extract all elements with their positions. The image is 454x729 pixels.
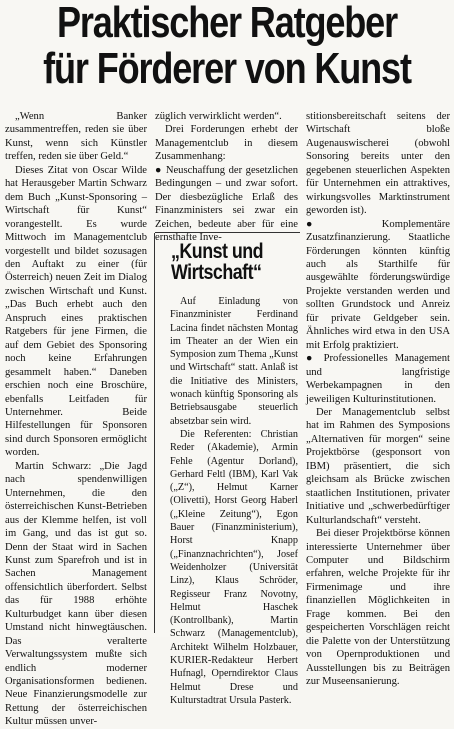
paragraph: ● Komplementäre Zusatzfinanzierung. Staatliche Förderungen könnten künftig auch als Starthilfe für ausgewählte förderungswürdige Projekte verstanden werden und sollten Grundstock und Anreiz für private Geldgeber sein. Ähnliches wird etwa in den USA mit Erfolg praktiziert. (306, 218, 450, 351)
paragraph: Drei Forderungen erhebt der Managementclub in diesem Zusammenhang: (155, 124, 298, 163)
paragraph: Auf Einladung von Finanzminister Ferdinand Lacina findet nächsten Montag im Theater an der Wien ein Symposion zum Thema „Kunst und Wirtschaft“ statt. Anlaß ist die Initiative des Ministers, wonach künftig Sponsoring als Betriebsausgabe steuerlich absetzbar sein wird. (170, 296, 298, 427)
paragraph: stitionsbereitschaft seitens der Wirtschaft bloße Augenauswischerei (obwohl Sonsoring bereits unter den gegebenen steuerlichen Aspekten für Unternehmen ein attraktives, wirkungsvolles Marktinstrument geworden ist). (306, 111, 450, 217)
headline-line-1: Praktischer Ratgeber (56, 0, 398, 47)
paragraph: „Wenn Banker zusammentreffen, reden sie über Kunst, wenn sich Künstler treffen, reden sie über Geld.“ (5, 111, 147, 163)
paragraph: ● Neuschaffung der gesetzlichen Bedingungen – und zwar sofort. Der diesbezügliche Erlaß des Finanzministers sei zwar ein Zeichen, bedeute aber für eine ernsthafte Inve- (155, 164, 298, 244)
paragraph: ● Professionelles Management und langfristige Werbekampagnen in den jeweiligen Kulturinstitutionen. (306, 353, 450, 405)
article-column-2 (155, 110, 298, 245)
box-body (170, 295, 298, 707)
sidebar-box (154, 233, 300, 706)
paragraph: Die Referenten: Christian Reder (Akademie), Armin Fehle (Agentur Dorland), Gerhard Feltl (IBM), Karl Vak („Z“), Helmut Karner (Olivetti), Horst Georg Haberl („Kleine Zeitung“), Egon Bauer (Finanzministerium), Horst Knapp („Finanznachrichten“), Josef Weidenholzer (Universität Linz), Klaus Schröder, Regisseur Franz Novotny, Helmut Haschek (Kontrollbank), Martin Schwarz (Managementclub), Architekt Wilhelm Holzbauer, KURIER-Redakteur Herbert Hufnagl, Operndirektor Claus Helmut Drese und Kulturstadtrat Ursula Pasterk. (170, 428, 298, 706)
headline (41, 0, 413, 92)
paragraph: züglich verwirklicht werden“. (155, 111, 282, 122)
paragraph: Dieses Zitat von Oscar Wilde hat Herausgeber Martin Schwarz dem Buch „Kunst-Sponsoring – Wirtschaft für Kunst“ vorangestellt. Es wurde Mittwoch im Managementclub vorgestellt und bildet sozusagen den Auftakt zu einer (für Österreich) neuen Zeit im Dialog zwischen Wirtschaft und Kunst. „Das Buch erhebt auch den Anspruch eines praktischen Ratgebers für jene Firmen, die auf dem Gebiet des Sponsoring noch keine Erfahrungen gesammelt haben.“ Daneben erschien noch eine Broschüre, ebenfalls Leitfaden für Unternehmer. Beide Hilfestellungen für Sponsoren sind durch Sponsoren ermöglicht worden. (5, 164, 147, 459)
article-column-1 (5, 110, 147, 729)
box-title: „Kunst und Wirtschaft“ (171, 240, 264, 284)
paragraph: Martin Schwarz: „Die Jagd nach spendenwilligen Unternehmen, die den österreichischen Kunst-Betrieben aus der Klemme helfen, ist voll im Gang, und das ist gut so. Denn der Staat wird in Sachen Kunst zum Sparefroh und ist in Sachen Management offensichtlich überfordert. Selbst das für 1988 erhöhte Kulturbudget kann über diesen Umstand nicht hinwegtäuschen. Das veralterte Verwaltungssystem mußte sich endlich moderner Organisationsformen bedienen. Neue Finanzierungsmodelle zur Rettung der österreichischen Kultur müssen unver- (5, 460, 147, 728)
headline-line-2: für Förderer von Kunst (43, 44, 411, 93)
paragraph: Der Managementclub selbst hat im Rahmen des Symposions „Alternativen für morgen“ seine Projektbörse (gesponsort von IBM) präsentiert, die sich gleichsam als Brücke zwischen staatlichen Institutionen, privater Initiative und „schwerbedürftiger Kulturlandschaft“ versteht. (306, 406, 450, 526)
article-column-3 (306, 110, 450, 688)
paragraph: Bei dieser Projektbörse können interessierte Unternehmer über Computer und Bildschirm erfahren, welche Projekte für ihr Firmenimage und ihre finanziellen Möglichkeiten in Frage kommen. Bei den gespeicherten Vorschlägen reicht die Palette von der Unterstützung von Opernproduktionen und Ausstellungen bis zu Beiträgen zur Museensanierung. (306, 528, 450, 688)
